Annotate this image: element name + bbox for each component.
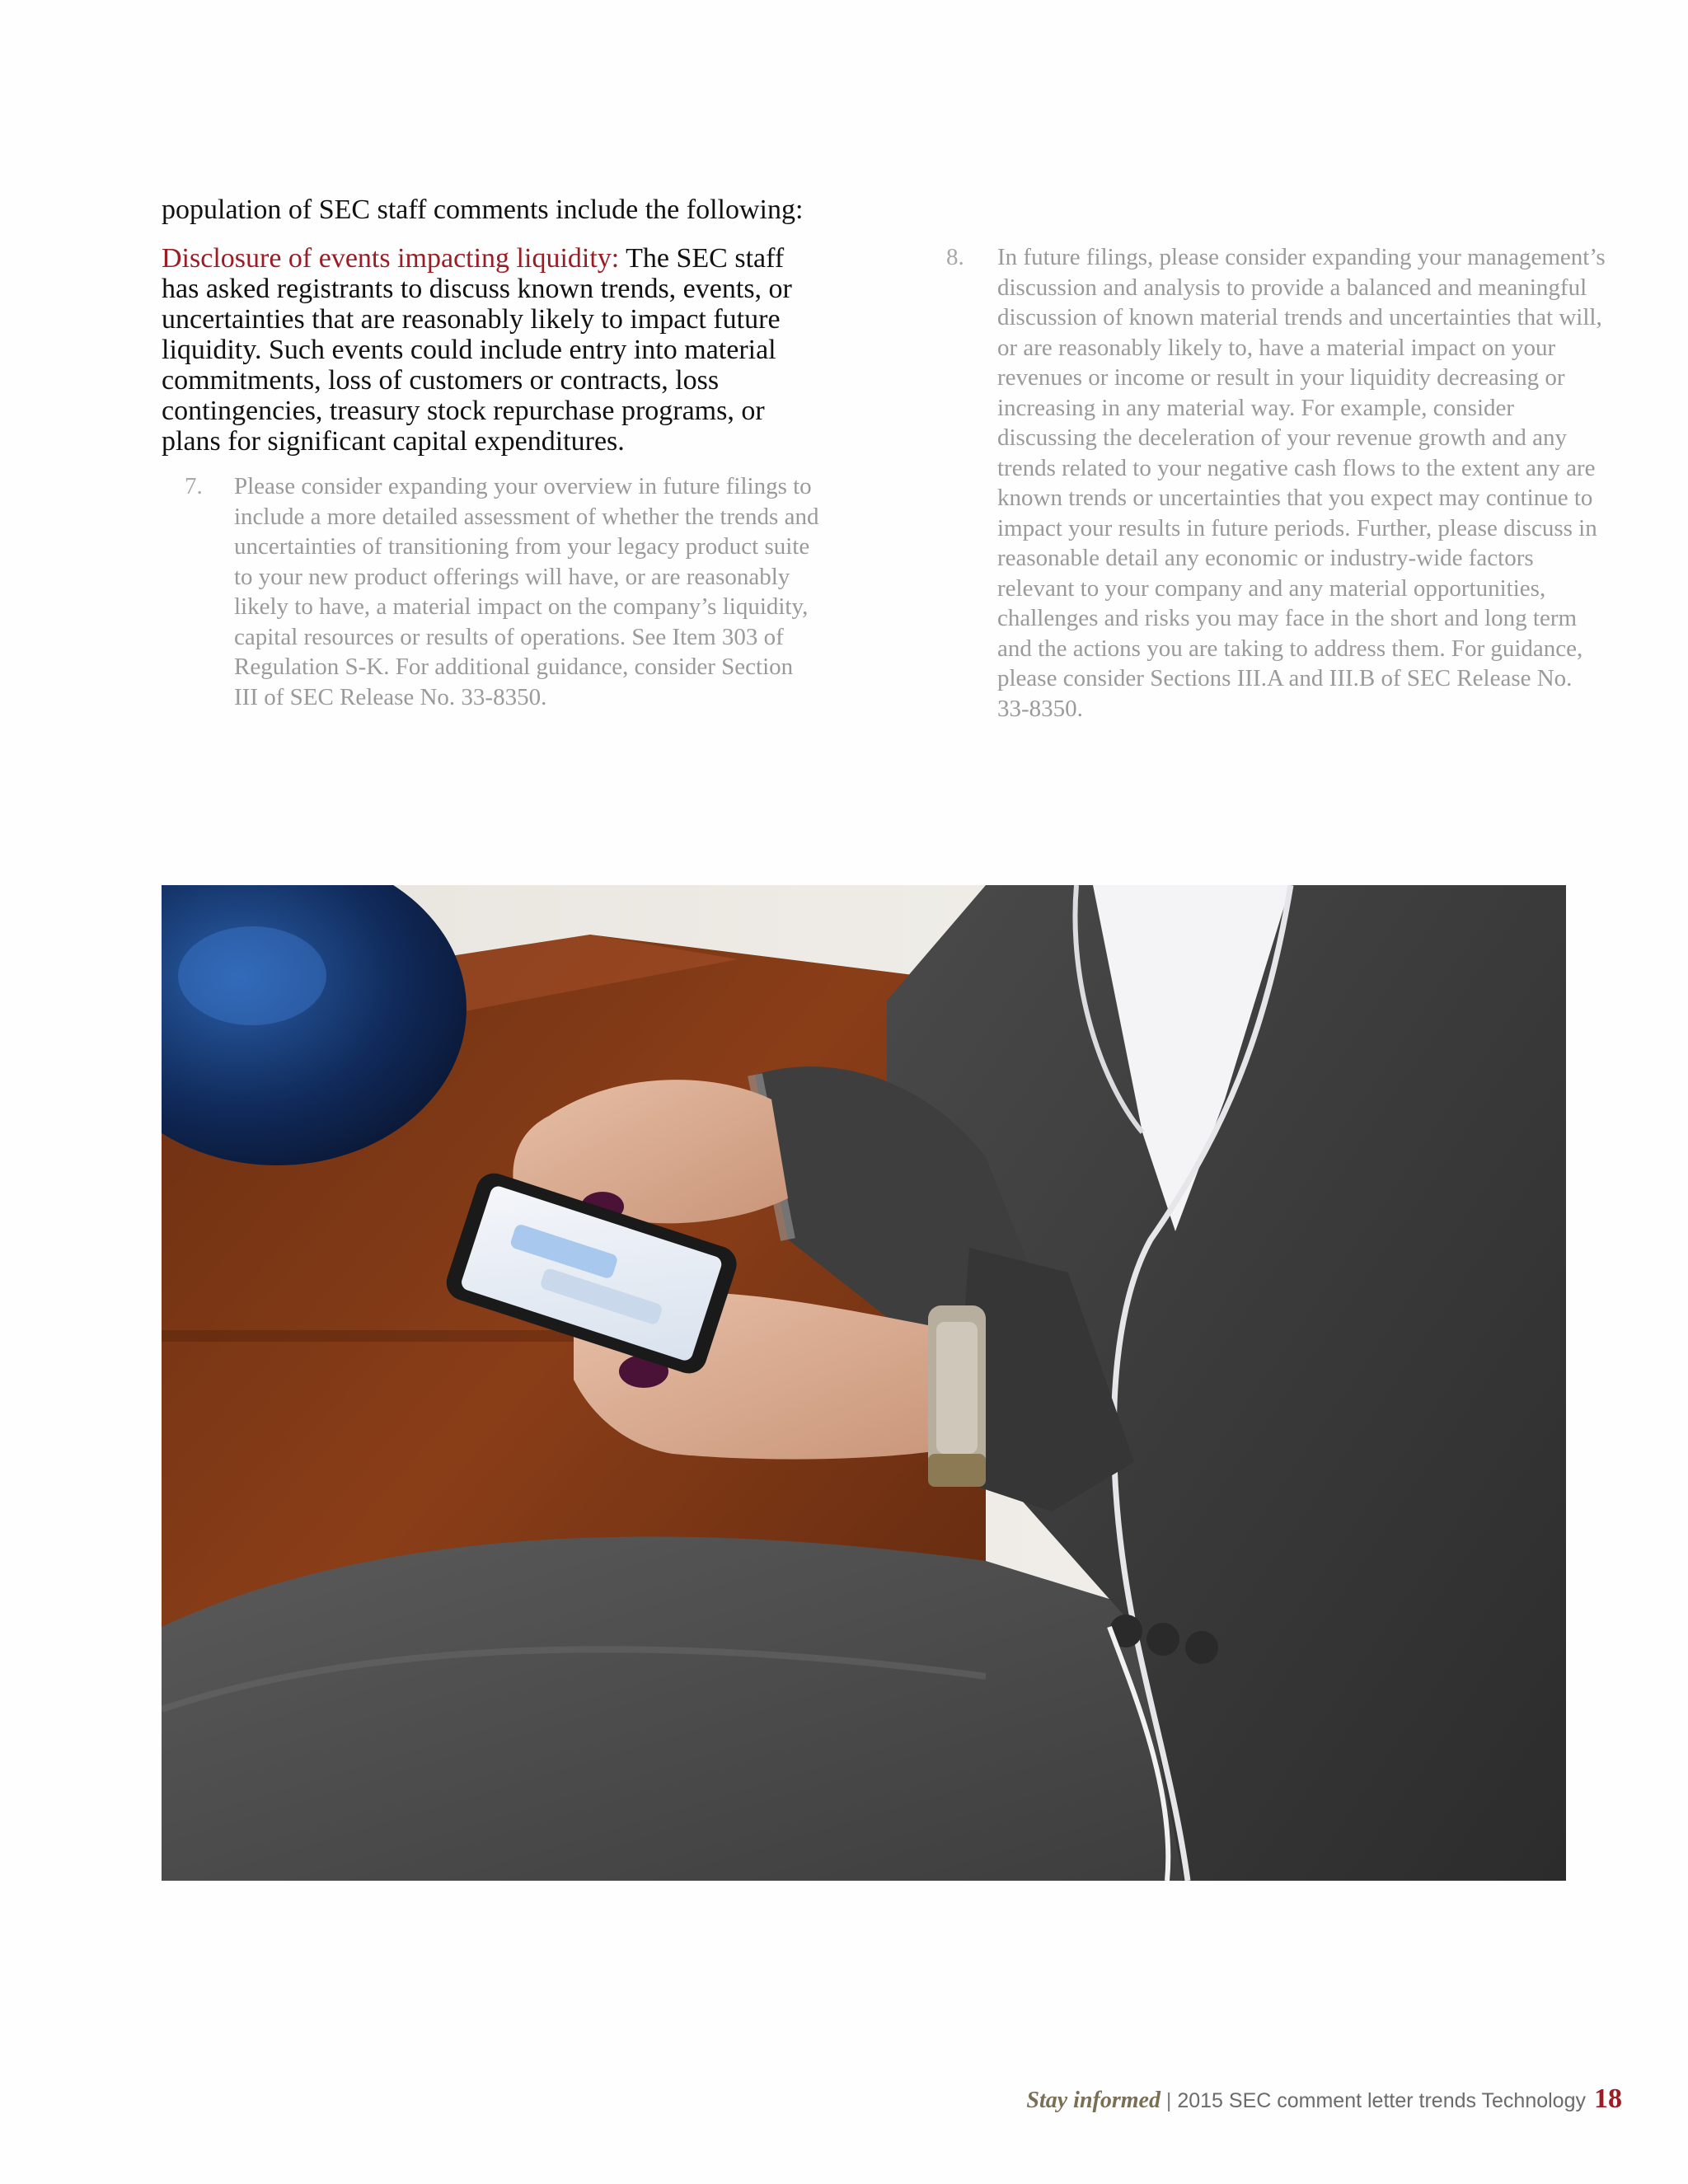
page-number: 18 bbox=[1594, 2083, 1622, 2114]
page-footer bbox=[1026, 2085, 1622, 2116]
liquidity-heading: Disclosure of events impacting liquidity: bbox=[162, 243, 620, 274]
sec-comment-8 bbox=[946, 242, 1606, 724]
sec-comment-7 bbox=[162, 471, 821, 712]
liquidity-paragraph bbox=[162, 243, 821, 457]
liquidity-text: The SEC staff has asked registrants to discuss known trends, events, or uncertainties that are reasonably likely to impact future liquidity. Such events could include entry into material commitments, loss of customers or contracts, loss contingencies, treasury stock repurchase programs, or plans for significant capital expenditures. bbox=[162, 243, 792, 457]
comment-text: Please consider expanding your overview in future filings to include a more detailed assessment of whether the trends and uncertainties of transitioning from your legacy product suite to your new product offerings will have, or are reasonably likely to have, a material impact on the company’s liquidity, capital resources or results of operations. See Item 303 of Regulation S-K. For additional guidance, consider Section III of SEC Release No. 33-8350. bbox=[234, 473, 819, 710]
footer-separator: | bbox=[1160, 2089, 1178, 2112]
comment-text: In future filings, please consider expanding your management’s discussion and analysis to provide a balanced and meaningful discussion of known material trends and uncertainties that will, or are reasonably likely to, have a material impact on your revenues or income or result in your liquidity decreasing or increasing in any material way. For example, consider discussing the deceleration of your revenue growth and any trends related to your negative cash flows to the extent any are known trends or uncertainties that you expect may continue to impact your results in future periods. Further, please discuss in reasonable detail any economic or industry-wide factors relevant to your company and any material opportunities, challenges and risks you may face in the short and long term and the actions you are taking to address them. For guidance, please consider Sections III.A and III.B of SEC Release No. 33-8350. bbox=[997, 244, 1606, 722]
comment-number: 7. bbox=[185, 473, 203, 499]
right-column bbox=[946, 242, 1606, 724]
left-column bbox=[162, 194, 821, 712]
intro-paragraph: population of SEC staff comments include the following: bbox=[162, 194, 804, 225]
footer-stay-informed: Stay informed bbox=[1026, 2088, 1160, 2113]
photo-illustration bbox=[162, 885, 1566, 1881]
photo-woman-using-smartphone bbox=[162, 885, 1566, 1881]
comment-number: 8. bbox=[946, 244, 964, 270]
footer-publication-title: 2015 SEC comment letter trends Technology bbox=[1177, 2089, 1586, 2112]
